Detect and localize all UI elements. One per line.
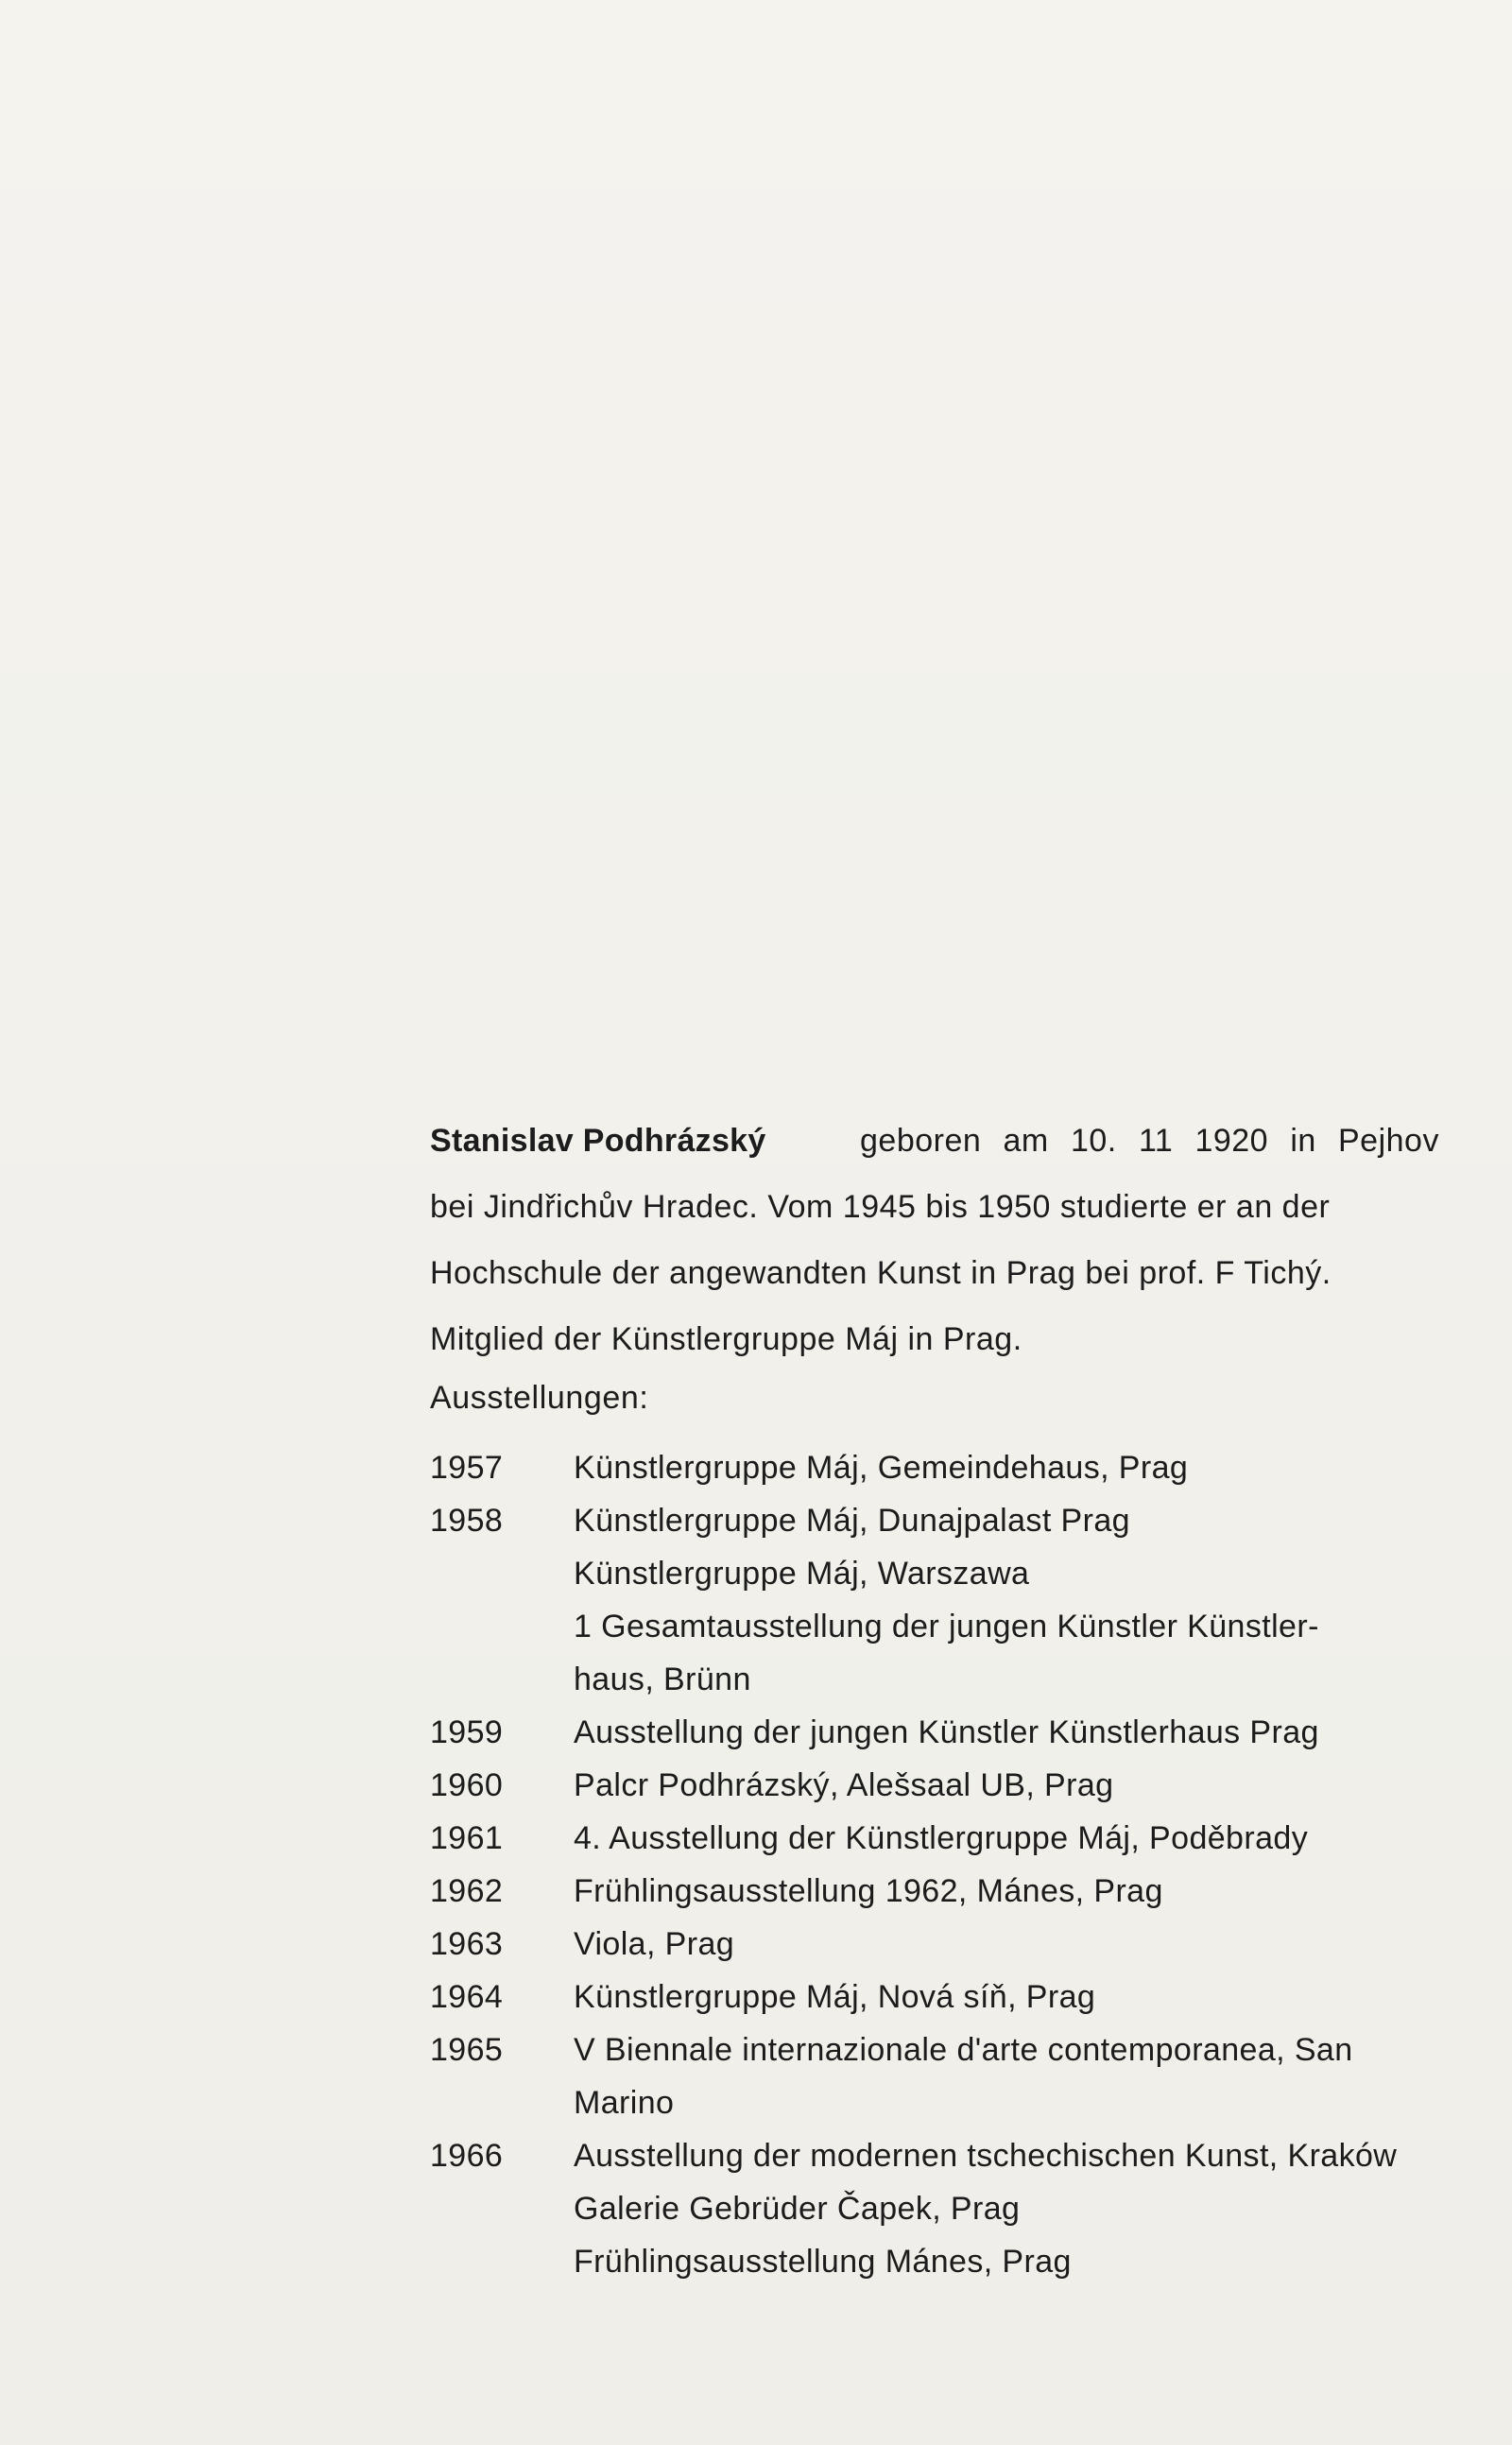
biography-line-3: Hochschule der angewandten Kunst in Prag bei prof. F Tichý.	[430, 1255, 1332, 1291]
exhibition-year: 1965	[430, 2032, 504, 2068]
exhibition-year: 1961	[430, 1820, 504, 1856]
exhibitions-heading: Ausstellungen:	[430, 1380, 649, 1416]
exhibition-year: 1964	[430, 1979, 504, 2015]
exhibition-row	[430, 2023, 1446, 2129]
biography-line-2: bei Jindřichův Hradec. Vom 1945 bis 1950 studierte er an der	[430, 1189, 1331, 1225]
exhibition-year: 1960	[430, 1767, 504, 1803]
exhibition-entry: Palcr Podhrázský, Alešsaal UB, Prag	[574, 1767, 1114, 1803]
exhibition-entries	[574, 1865, 1446, 1918]
artist-name: Stanislav Podhrázský	[430, 1123, 766, 1159]
exhibition-row	[430, 1494, 1446, 1706]
exhibition-entries	[574, 1971, 1446, 2023]
exhibition-entry: V Biennale internazionale d'arte contemporanea, San	[574, 2032, 1353, 2068]
exhibition-entry: Künstlergruppe Máj, Gemeindehaus, Prag	[574, 1450, 1189, 1486]
exhibition-entry: Marino	[574, 2085, 675, 2121]
exhibition-entries	[574, 1441, 1446, 1494]
exhibition-entry: Viola, Prag	[574, 1926, 735, 1962]
exhibition-row	[430, 1706, 1446, 1759]
exhibition-entry: Galerie Gebrüder Čapek, Prag	[574, 2191, 1021, 2227]
exhibition-entry: 4. Ausstellung der Künstlergruppe Máj, Poděbrady	[574, 1820, 1309, 1856]
exhibition-entry: Ausstellung der jungen Künstler Künstlerhaus Prag	[574, 1714, 1319, 1750]
exhibition-entry: Künstlergruppe Máj, Nová síň, Prag	[574, 1979, 1096, 2015]
exhibition-entries	[574, 1759, 1446, 1812]
exhibition-entry: 1 Gesamtausstellung der jungen Künstler Künstler-	[574, 1609, 1319, 1644]
exhibition-year: 1962	[430, 1873, 504, 1909]
exhibition-entry: Künstlergruppe Máj, Warszawa	[574, 1556, 1030, 1592]
exhibition-row	[430, 2129, 1446, 2288]
exhibitions-list	[430, 1441, 1446, 2288]
exhibition-entries	[574, 1494, 1446, 1706]
exhibition-entry: Frühlingsausstellung 1962, Mánes, Prag	[574, 1873, 1163, 1909]
exhibition-row	[430, 1865, 1446, 1918]
exhibition-entries	[574, 2023, 1446, 2129]
exhibition-entries	[574, 1812, 1446, 1865]
exhibition-entries	[574, 2129, 1446, 2288]
exhibition-year: 1966	[430, 2138, 504, 2174]
exhibition-row	[430, 1812, 1446, 1865]
exhibition-year: 1957	[430, 1450, 504, 1486]
birth-info: geboren am 10. 11 1920 in Pejhov	[860, 1123, 1439, 1159]
exhibition-entry: Künstlergruppe Máj, Dunajpalast Prag	[574, 1503, 1130, 1539]
biography-line-1	[430, 1108, 1439, 1174]
exhibition-entries	[574, 1706, 1446, 1759]
exhibition-row	[430, 1918, 1446, 1971]
exhibition-year: 1963	[430, 1926, 504, 1962]
exhibition-row	[430, 1759, 1446, 1812]
biography-line-4: Mitglied der Künstlergruppe Máj in Prag.	[430, 1321, 1022, 1357]
exhibition-row	[430, 1441, 1446, 1494]
exhibition-entry: Ausstellung der modernen tschechischen Kunst, Kraków	[574, 2138, 1398, 2174]
exhibition-row	[430, 1971, 1446, 2023]
biography-paragraph	[430, 1108, 1439, 1372]
exhibition-year: 1958	[430, 1503, 504, 1539]
exhibition-entry: Frühlingsausstellung Mánes, Prag	[574, 2244, 1072, 2280]
exhibition-entries	[574, 1918, 1446, 1971]
exhibition-entry: haus, Brünn	[574, 1662, 751, 1697]
exhibition-year: 1959	[430, 1714, 504, 1750]
